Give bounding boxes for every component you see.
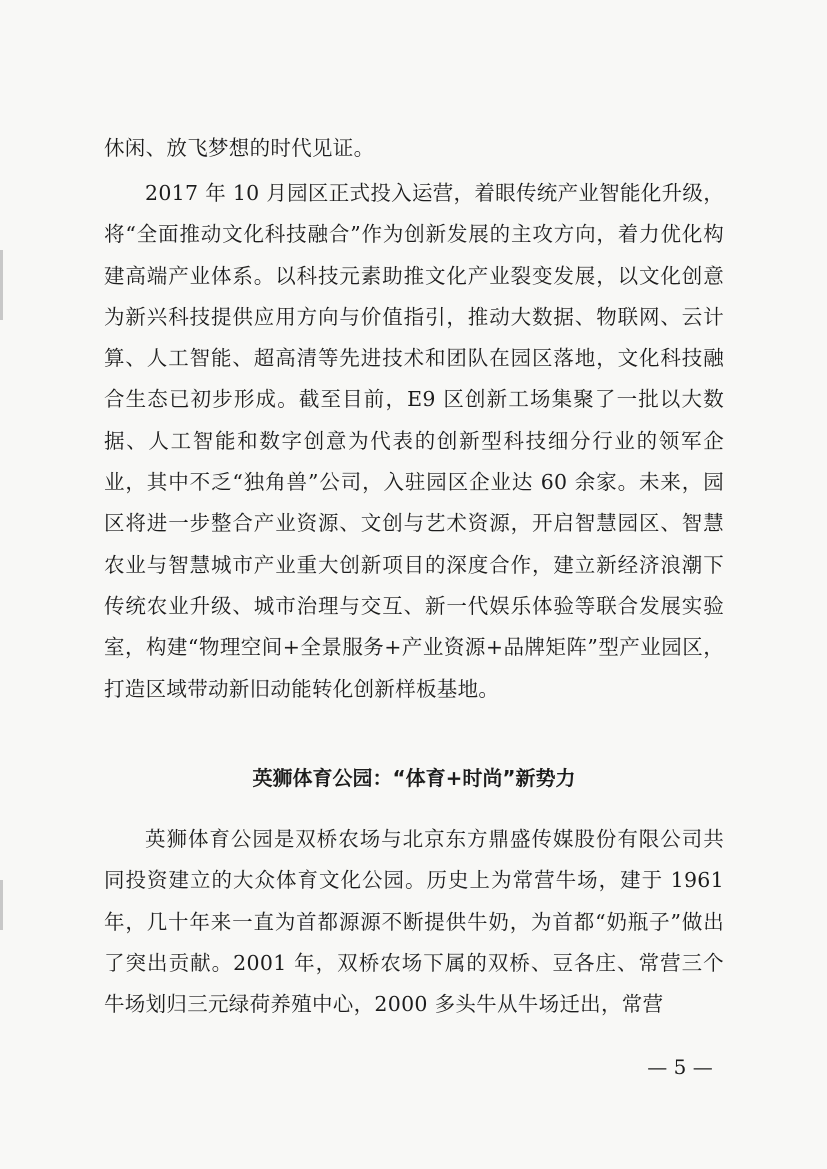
scan-edge-mark [0,250,3,320]
scan-edge-mark [0,880,3,930]
paragraph-park-operations: 2017 年 10 月园区正式投入运营，着眼传统产业智能化升级，将“全面推动文化科技融合”作为创新发展的主攻方向，着力优化构建高端产业体系。以科技元素助推文化产业裂变发展，以文化创意为新兴科技提供应用方向与价值指引，推动大数据、物联网、云计算、人工智能、超高清等先进技术和团队在园区落地，文化科技融合生态已初步形成。截至目前，E9 区创新工场集聚了一批以大数据、人工智能和数字创意为代表的创新型科技细分行业的领军企业，其中不乏“独角兽”公司，入驻园区企业达 60 余家。未来，园区将进一步整合产业资源、文创与艺术资源，开启智慧园区、智慧农业与智慧城市产业重大创新项目的深度合作，建立新经济浪潮下传统农业升级、城市治理与交互、新一代娱乐体验等联合发展实验室，构建“物理空间+全景服务+产业资源+品牌矩阵”型产业园区，打造区域带动新旧动能转化创新样板基地。 [104,181,724,701]
page-number: — 5 — [647,1055,713,1079]
paragraph-continuation: 休闲、放飞梦想的时代见证。 [104,136,375,160]
section-heading: 英狮体育公园：“体育+时尚”新势力 [252,766,576,790]
paragraph-sports-park: 英狮体育公园是双桥农场与北京东方鼎盛传媒股份有限公司共同投资建立的大众体育文化公园。历史上为常营牛场，建于 1961 年，几十年来一直为首都源源不断提供牛奶，为首都“奶瓶子”做出了突出贡献。2001 年，双桥农场下属的双桥、豆各庄、常营三个牛场划归三元绿荷养殖中心，2000 多头牛从牛场迁出，常营 [104,827,724,1017]
